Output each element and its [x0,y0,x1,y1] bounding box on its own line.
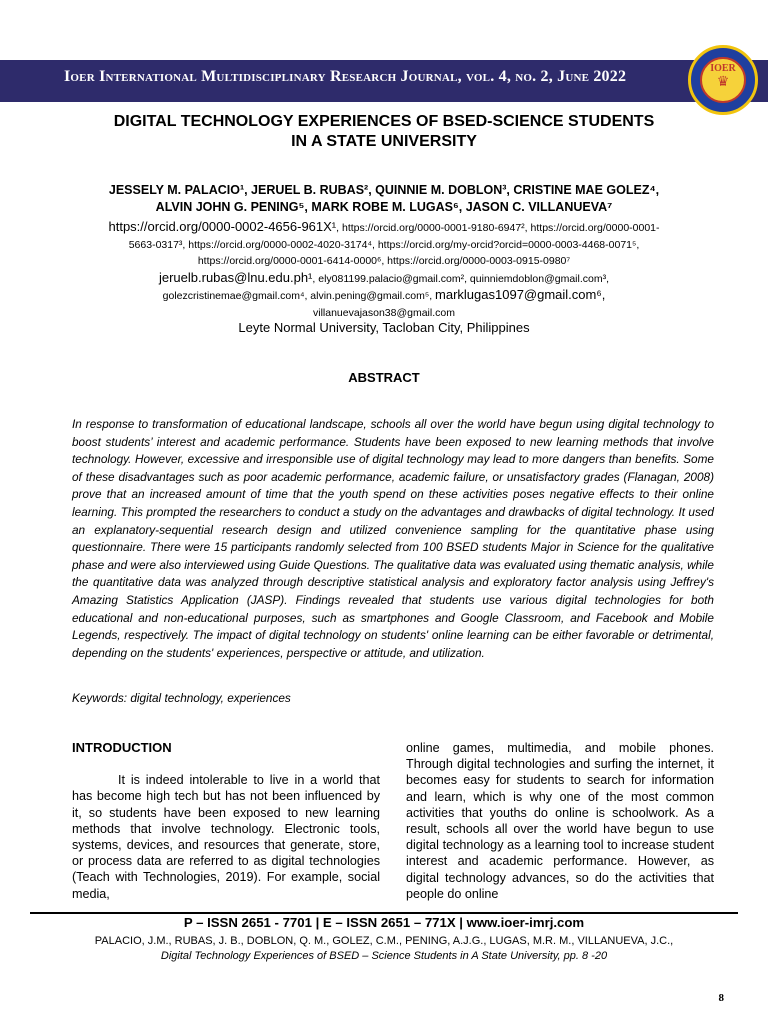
journal-header-banner [0,60,768,102]
abstract-body: In response to transformation of educational landscape, schools all over the world have begun using digital technology to boost students’ interest and academic performance. Students have been exposed to new learning methods that involve technology. However, excessive and irresponsible use of digital technology may lead to more dangers than benefits. Some of these disadvantages such as poor academic performance, academic failure, or unsatisfactory grades (Flanagan, 2008) prove that an increased amount of time that the youth spend on these activities poses negative effects to their online learning. This prompted the researchers to conduct a study on the advantages and drawbacks of digital technology. It used an explanatory-sequential research design and utilized convenience sampling for the quantitative phase using questionnaire. There were 15 participants randomly selected from 100 BSED students Major in Science for the qualitative phase and were also interviewed using Guide Questions. The qualitative data was evaluated using thematic analysis, while the quantitative data was analyzed through descriptive statistical analysis and exploratory factor analysis using Jeffrey's Amazing Statistics Application (JASP). Findings revealed that students use various digital technologies for both educational and non-educational purposes, such as smartphones and Google Classroom, and Facebook and Mobile Legends, respectively. The impact of digital technology on students' online learning can be either favorable or detrimental, depending on the students' experiences, perspective or attitude, and utilization. [72,417,714,660]
intro-paragraph-right: online games, multimedia, and mobile phones. Through digital technologies and surfing the internet, it becomes easy for students to search for information and learn, which is why one of the most common activities that youths do online is schoolwork. As a result, schools all over the world have begun to use digital technology as a learning tool to increase student interest and academic performance. However, as digital technology advances, so do the activities that people do online [406,741,714,901]
journal-seal-logo [688,45,758,115]
affiliation: Leyte Normal University, Tacloban City, Philippines [238,320,530,335]
intro-left-column [72,740,380,902]
email-line-1 [40,270,728,288]
citation-title: Digital Technology Experiences of BSED – Science Students in A State University, pp. 8 -20 [160,949,608,962]
title-line-1: DIGITAL TECHNOLOGY EXPERIENCES OF BSED-SCIENCE STUDENTS [113,113,655,130]
email-line-2 [40,287,728,305]
authors-line-2: ALVIN JOHN G. PENING⁵, MARK ROBE M. LUGAS⁶, JASON C. VILLANUEVA⁷ [155,200,613,214]
introduction-heading: INTRODUCTION [72,740,172,755]
authors-line-1: JESSELY M. PALACIO¹, JERUEL B. RUBAS², QUINNIE M. DOBLON³, CRISTINE MAE GOLEZ⁴, [108,183,660,197]
keywords: Keywords: digital technology, experiences [72,691,291,705]
seal-torch-icon: ♛ [716,73,730,89]
orcid-line-2[interactable]: 5663-0317³, https://orcid.org/0000-0002-4020-3174⁴, https://orcid.org/my-orcid?orcid=0000-0003-4468-0071⁵, [128,238,640,251]
email-link-4[interactable]: marklugas1097@gmail.com⁶, [435,287,606,302]
abstract-heading: ABSTRACT [348,370,420,385]
intro-paragraph-left: It is indeed intolerable to live in a world that has become high tech but has not been influenced by it, so students have been exposed to new learning methods that involve technology. Electronic tools, systems, devices, and resources that generate, store, or process data are referred to as digital technologies (Teach with Technologies, 2019). For example, social media, [72,773,380,901]
orcid-line-1 [40,219,728,237]
orcid-link-1[interactable]: https://orcid.org/0000-0002-4656-961X¹ [108,219,337,234]
seal-text: IOER [710,63,736,74]
author-contact-block [40,219,728,321]
seal-inner-emblem [700,57,746,103]
issn-line: P – ISSN 2651 - 7701 | E – ISSN 2651 – 771X | www.ioer-imrj.com [183,915,585,930]
email-line-3[interactable]: villanuevajason38@gmail.com [313,306,455,319]
title-line-2: IN A STATE UNIVERSITY [291,133,477,150]
paper-title [60,112,708,152]
email-link-1[interactable]: jeruelb.rubas@lnu.edu.ph¹ [158,269,313,285]
author-list [40,182,728,216]
footer-divider [30,912,738,914]
citation-block [40,934,728,963]
email-link-3[interactable]: golezcristinemae@gmail.com⁴, alvin.pening@gmail.com⁵, [162,290,436,302]
journal-title: Ioer International Multidisciplinary Research Journal, vol. 4, no. 2, June 2022 [64,68,627,85]
page-number: 8 [718,992,724,1004]
orcid-line-3[interactable]: https://orcid.org/0000-0001-6414-0000⁶, https://orcid.org/0000-0003-0915-0980⁷ [197,255,571,267]
intro-right-column [406,740,714,902]
orcid-link-2[interactable]: , https://orcid.org/0000-0001-9180-6947², https://orcid.org/0000-0001- [336,222,660,234]
email-link-2[interactable]: , ely081199.palacio@gmail.com², quinniemdoblon@gmail.com³, [312,272,609,285]
citation-authors: PALACIO, J.M., RUBAS, J. B., DOBLON, Q. M., GOLEZ, C.M., PENING, A.J.G., LUGAS, M.R. M., VILLANUEVA, J.C., [94,935,674,947]
